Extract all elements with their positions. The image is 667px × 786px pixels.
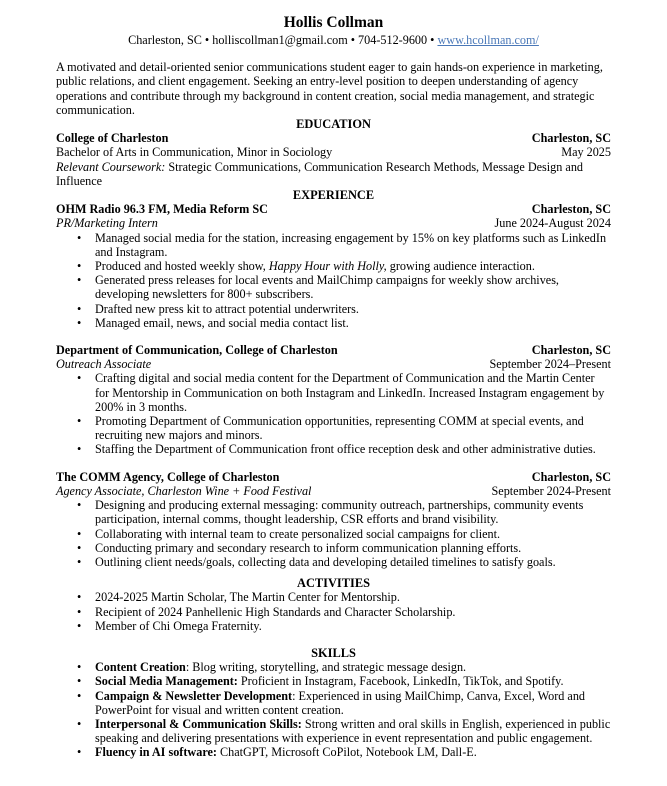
show-name: Happy Hour with Holly, [268,259,387,274]
spacer [56,457,611,470]
job-org-row [56,470,611,484]
list-item [95,660,611,674]
education-heading: EDUCATION [296,117,371,132]
list-item: • Designing and producing external messaging: community outreach, partnerships, community events participation, internal comms, thought leadership, CSR efforts and brand visibility. [95,498,611,526]
job-bullets [56,498,611,569]
contact-line [56,33,611,47]
education-school-row [56,131,611,145]
list-item: • Drafted new press kit to attract potential underwriters. [95,302,611,316]
experience-heading: EXPERIENCE [292,188,375,203]
job-org-row [56,202,611,216]
list-item: • Member of Chi Omega Fraternity. [95,619,611,633]
job-location: Charleston, SC [531,202,611,217]
job-entry [56,470,611,569]
list-item [95,689,611,717]
bullet-text: Produced and hosted weekly show, [95,259,269,274]
skill-label: Fluency in AI software: [95,745,217,760]
spacer [56,633,611,646]
job-location: Charleston, SC [531,343,611,358]
list-item [95,259,611,273]
list-item: • Crafting digital and social media content for the Department of Communication and the Martin Center for Mentorship in Communication on both Instagram and LinkedIn. Increased Instagram engagement by 200% in 3 months. [95,371,611,414]
skill-label: Content Creation [95,660,186,675]
job-dates: June 2024-August 2024 [494,216,611,231]
skill-text: : Blog writing, storytelling, and strategic message design. [185,660,467,675]
job-location: Charleston, SC [531,469,611,484]
job-org: The COMM Agency, College of Charleston [56,469,280,484]
list-item [95,674,611,688]
list-item [95,745,611,759]
job-dates: September 2024-Present [491,483,611,498]
skill-label: Interpersonal & Communication Skills: [95,716,302,731]
job-entry [56,343,611,457]
contact-details: Charleston, SC • holliscollman1@gmail.com • 704-512-9600 • [128,33,438,47]
skills-heading: SKILLS [311,645,356,660]
list-item: • Outlining client needs/goals, collecting data and developing detailed timelines to satisfy goals. [95,555,611,569]
job-entry [56,202,611,330]
skill-label: Social Media Management: [95,674,238,689]
coursework-label: Relevant Coursework: [56,159,166,174]
job-org-row [56,343,611,357]
list-item: • Managed email, news, and social media contact list. [95,316,611,330]
candidate-name: Hollis Collman [283,14,384,31]
list-item: • Recipient of 2024 Panhellenic High Standards and Character Scholarship. [95,605,611,619]
bullet-text-suffix: growing audience interaction. [386,259,535,274]
website-link[interactable]: www.hcollman.com/ [437,33,539,47]
coursework [56,160,611,188]
list-item: • Managed social media for the station, increasing engagement by 15% on key platforms such as LinkedIn and Instagram. [95,231,611,259]
job-title: Agency Associate, Charleston Wine + Food Festival [56,483,312,498]
skills-list [56,660,611,759]
job-bullets [56,371,611,456]
job-dates: September 2024–Present [489,357,611,372]
spacer [56,330,611,343]
job-title-row [56,484,611,498]
job-org: Department of Communication, College of Charleston [56,343,338,358]
skill-text: : Experienced in using MailChimp, Canva, Excel, Word and PowerPoint for visual and written content creation. [95,688,586,717]
activities-heading: ACTIVITIES [297,576,370,591]
summary-paragraph: A motivated and detail-oriented senior communications student eager to gain hands-on experience in marketing, public relations, and client engagement. Seeking an entry-level position to deepen understanding of agency operations and contribute through my background in content creation, social media management, and strategic communication. [56,60,603,117]
spacer [56,569,611,576]
school-location: Charleston, SC [531,131,611,146]
coursework-list: Strategic Communications, Communication Research Methods, Message Design and Influence [56,159,584,188]
skill-text: Strong written and oral skills in English, experienced in public speaking and delivering presentations with experience in event representation and public engagement. [95,716,611,746]
job-title-row [56,216,611,230]
skill-text: ChatGPT, Microsoft CoPilot, Notebook LM, Dall-E. [216,745,477,760]
list-item: • Promoting Department of Communication opportunities, representing COMM at special events, and recruiting new majors and minors. [95,414,611,442]
skill-text: Proficient in Instagram, Facebook, LinkedIn, TikTok, and Spotify. [237,674,564,689]
job-bullets [56,231,611,330]
list-item: • Generated press releases for local events and MailChimp campaigns for weekly show archives, developing newsletters for 800+ subscribers. [95,273,611,301]
list-item: • Conducting primary and secondary research to inform communication planning efforts. [95,541,611,555]
degree: Bachelor of Arts in Communication, Minor in Sociology [56,145,333,160]
graduation-date: May 2025 [561,145,611,160]
job-title-row [56,357,611,371]
education-degree-row [56,145,611,159]
school-name: College of Charleston [56,131,169,146]
job-org: OHM Radio 96.3 FM, Media Reform SC [56,202,268,217]
job-title: Outreach Associate [56,357,152,372]
activities-list [56,590,611,633]
job-title: PR/Marketing Intern [56,216,158,231]
list-item: • Staffing the Department of Communication front office reception desk and other administrative duties. [95,442,611,456]
list-item [95,717,611,745]
list-item: • 2024-2025 Martin Scholar, The Martin Center for Mentorship. [95,590,611,604]
list-item: • Collaborating with internal team to create personalized social campaigns for client. [95,527,611,541]
skill-label: Campaign & Newsletter Development [95,688,293,703]
